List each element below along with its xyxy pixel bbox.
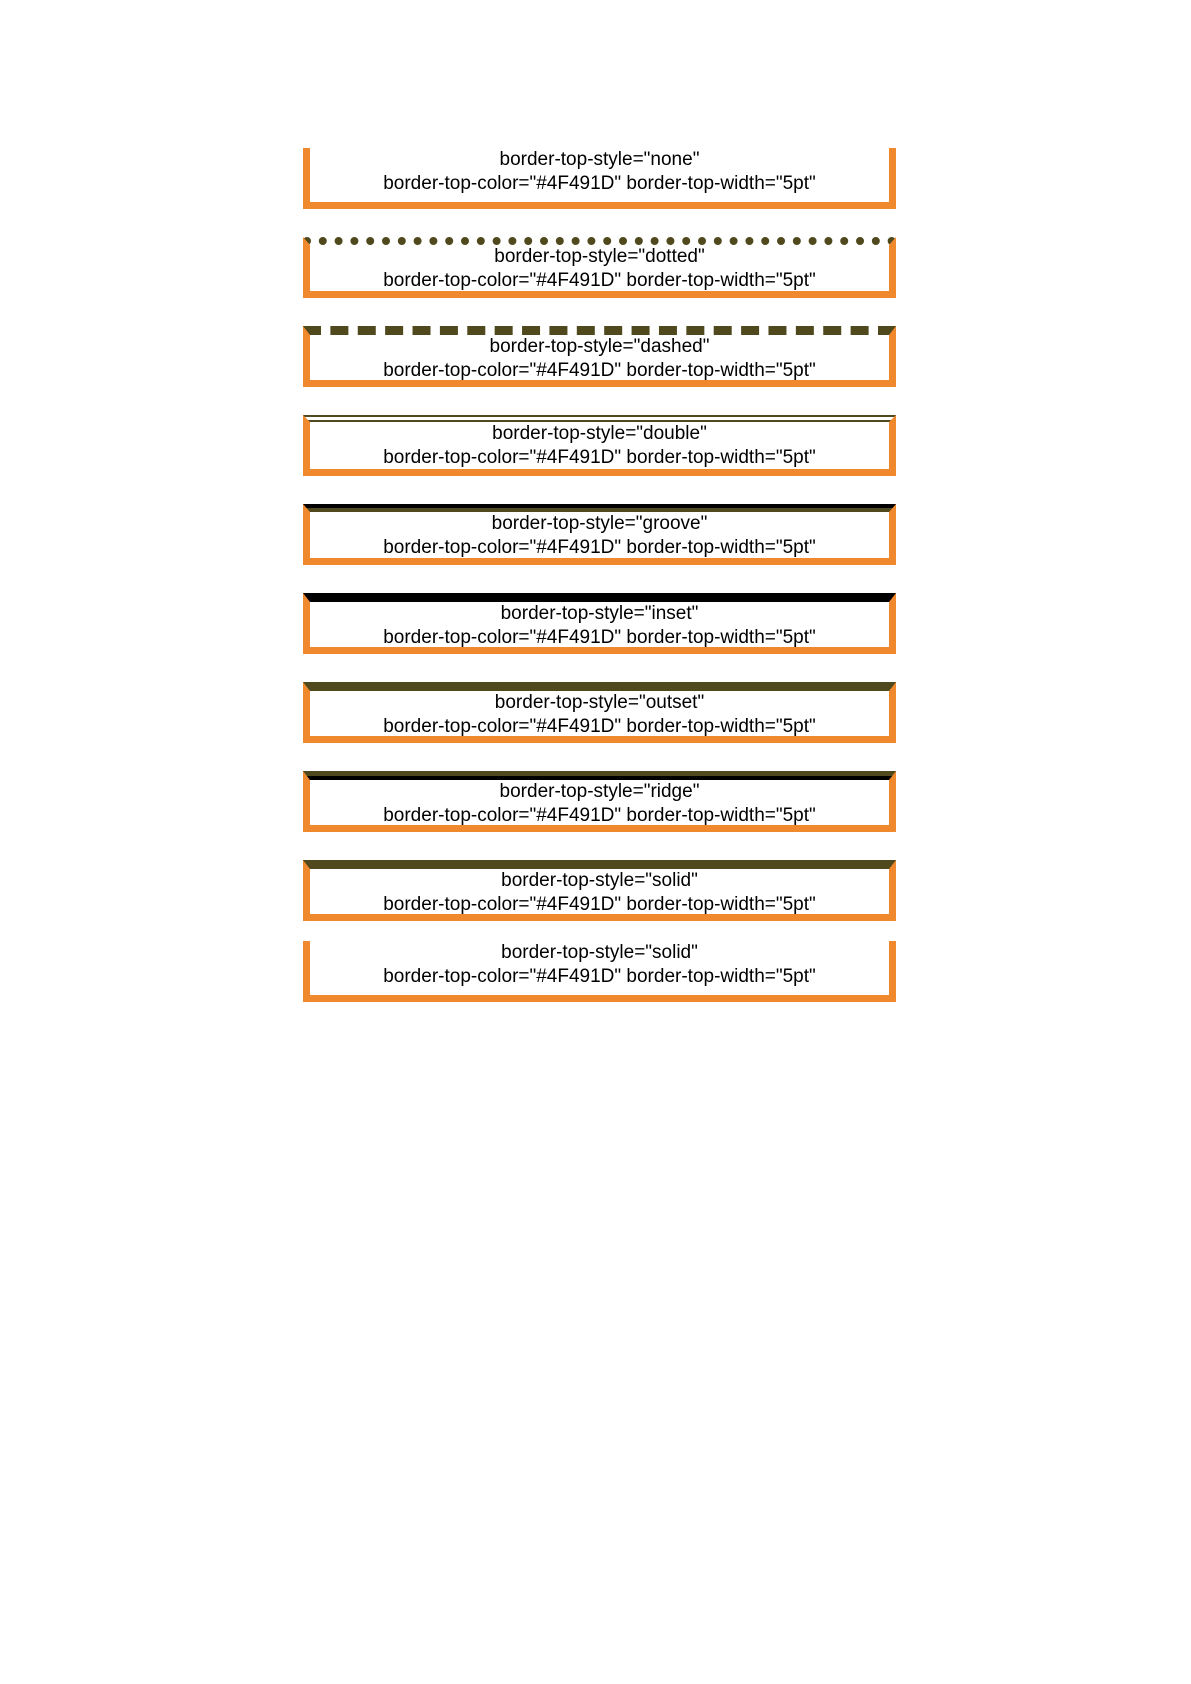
style-line: border-top-style="double" bbox=[492, 423, 707, 444]
props-line: border-top-color="#4F491D" border-top-width="5pt" bbox=[383, 270, 816, 291]
border-sample-ridge bbox=[303, 771, 896, 832]
props-line: border-top-color="#4F491D" border-top-width="5pt" bbox=[383, 627, 816, 648]
border-sample-inset bbox=[303, 593, 896, 654]
border-sample-outset bbox=[303, 682, 896, 743]
style-line: border-top-style="ridge" bbox=[499, 781, 700, 802]
props-line: border-top-color="#4F491D" border-top-width="5pt" bbox=[383, 173, 816, 194]
props-line: border-top-color="#4F491D" border-top-width="5pt" bbox=[383, 447, 816, 468]
props-line: border-top-color="#4F491D" border-top-width="5pt" bbox=[383, 537, 816, 558]
style-line: border-top-style="solid" bbox=[501, 942, 698, 963]
border-sample-none bbox=[303, 148, 896, 209]
style-line: border-top-style="inset" bbox=[500, 603, 699, 624]
border-sample-dashed bbox=[303, 326, 896, 387]
style-line: border-top-style="dashed" bbox=[489, 336, 710, 357]
border-sample-dotted bbox=[303, 237, 896, 298]
props-line: border-top-color="#4F491D" border-top-width="5pt" bbox=[383, 360, 816, 381]
style-line: border-top-style="groove" bbox=[491, 513, 708, 534]
border-sample-solid-no-top bbox=[303, 941, 896, 1002]
props-line: border-top-color="#4F491D" border-top-width="5pt" bbox=[383, 894, 816, 915]
border-sample-groove bbox=[303, 504, 896, 565]
style-line: border-top-style="none" bbox=[499, 149, 700, 170]
props-line: border-top-color="#4F491D" border-top-width="5pt" bbox=[383, 966, 816, 987]
border-sample-solid bbox=[303, 860, 896, 921]
border-sample-double bbox=[303, 415, 896, 476]
style-line: border-top-style="dotted" bbox=[494, 246, 705, 267]
border-sample-list bbox=[303, 148, 896, 1030]
style-line: border-top-style="outset" bbox=[494, 692, 705, 713]
props-line: border-top-color="#4F491D" border-top-width="5pt" bbox=[383, 805, 816, 826]
style-line: border-top-style="solid" bbox=[501, 870, 698, 891]
props-line: border-top-color="#4F491D" border-top-width="5pt" bbox=[383, 716, 816, 737]
